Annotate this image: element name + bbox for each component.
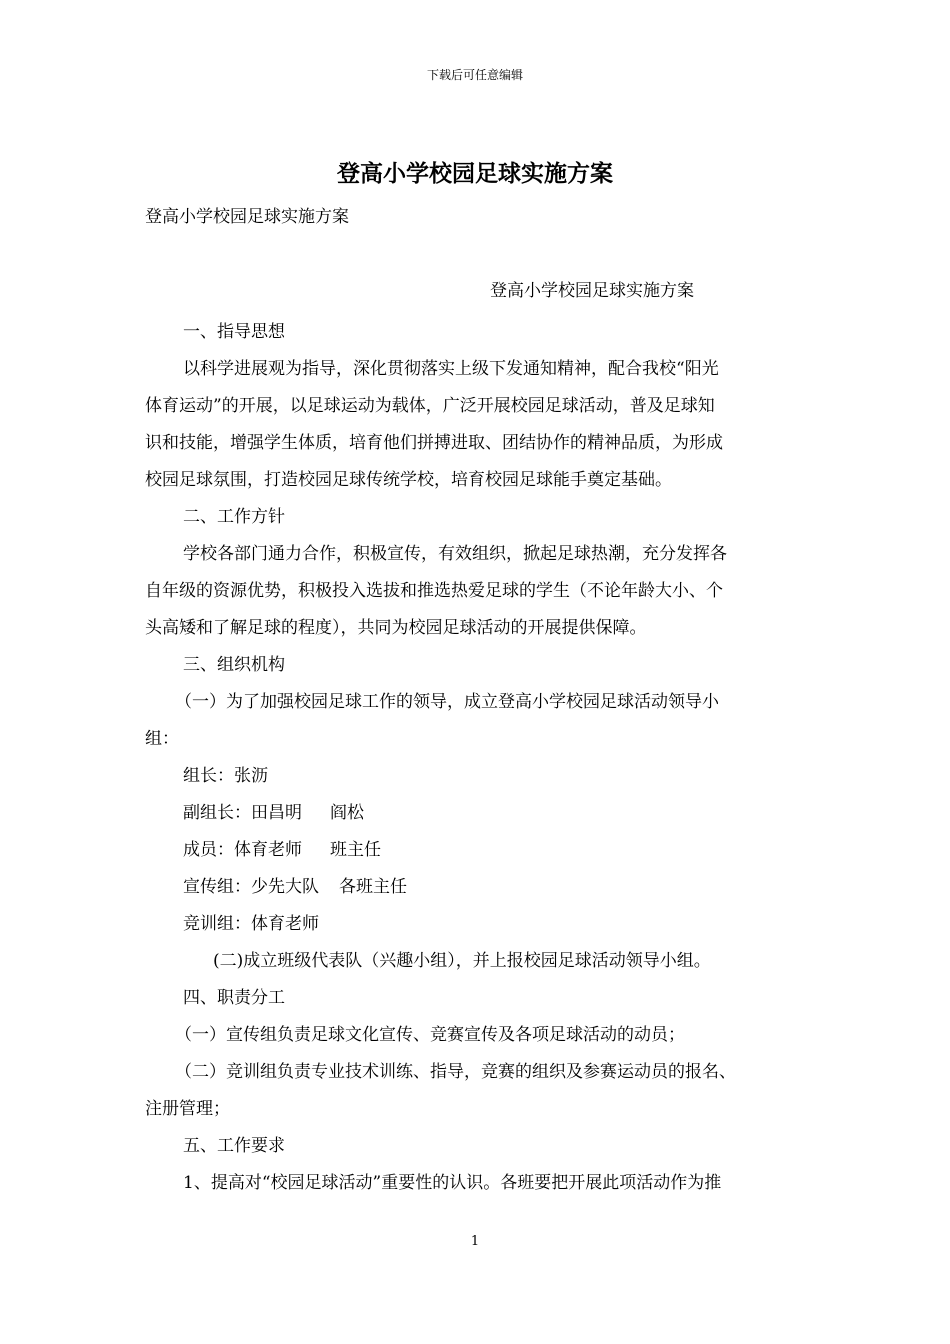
vice-leader-name: 阎松 [330, 803, 364, 823]
paragraph-line: 识和技能，增强学生体质，培育他们拼搏进取、团结协作的精神品质，为形成 [145, 433, 723, 453]
centered-title: 登高小学校园足球实施方案 [490, 281, 694, 301]
members-line [145, 832, 815, 869]
paragraph-line: （一）为了加强校园足球工作的领导，成立登高小学校园足球活动领导小 [175, 692, 719, 712]
document-body [145, 314, 815, 1202]
paragraph-line: 校园足球氛围，打造校园足球传统学校，培育校园足球能手奠定基础。 [145, 470, 672, 490]
header-note: 下载后可任意编辑 [426, 68, 523, 82]
vice-leader-line [145, 795, 815, 832]
paragraph-line: 学校各部门通力合作，积极宣传，有效组织，掀起足球热潮，充分发挥各 [183, 544, 727, 564]
paragraph-line: （一）宣传组负责足球文化宣传、竞赛宣传及各项足球活动的动员； [175, 1025, 685, 1045]
paragraph-line: 组： [145, 729, 179, 749]
section-heading: 四、职责分工 [183, 988, 285, 1008]
paragraph-line: （二）竞训组负责专业技术训练、指导，竞赛的组织及参赛运动员的报名、 [175, 1062, 736, 1082]
paragraph-line: 1、提高对“校园足球活动”重要性的认识。各班要把开展此项活动作为推 [183, 1173, 722, 1193]
training-line: 竞训组：体育老师 [183, 914, 319, 934]
members-role: 班主任 [330, 840, 381, 860]
paragraph-line: 注册管理； [145, 1099, 230, 1119]
document-title: 登高小学校园足球实施方案 [337, 160, 613, 187]
leader-line: 组长：张沥 [183, 766, 268, 786]
paragraph-line: 体育运动”的开展，以足球运动为载体，广泛开展校园足球活动，普及足球知 [145, 396, 715, 416]
section-heading: 一、指导思想 [183, 322, 285, 342]
paragraph-line: 自年级的资源优势，积极投入选拔和推选热爱足球的学生（不论年龄大小、个 [145, 581, 723, 601]
page-number: 1 [470, 1234, 480, 1249]
publicity-line [145, 869, 815, 906]
vice-leader-label: 副组长：田昌明 [183, 803, 302, 823]
section-heading: 三、组织机构 [183, 655, 285, 675]
publicity-role: 各班主任 [339, 877, 407, 897]
document-subtitle: 登高小学校园足球实施方案 [145, 207, 349, 227]
section-heading: 五、工作要求 [183, 1136, 285, 1156]
paragraph-line: (二)成立班级代表队（兴趣小组），并上报校园足球活动领导小组。 [213, 951, 711, 971]
paragraph-line: 以科学进展观为指导，深化贯彻落实上级下发通知精神，配合我校“阳光 [183, 359, 719, 379]
section-heading: 二、工作方针 [183, 507, 285, 527]
publicity-label: 宣传组：少先大队 [183, 877, 319, 897]
paragraph-line: 头高矮和了解足球的程度），共同为校园足球活动的开展提供保障。 [145, 618, 647, 638]
members-label: 成员：体育老师 [183, 840, 302, 860]
